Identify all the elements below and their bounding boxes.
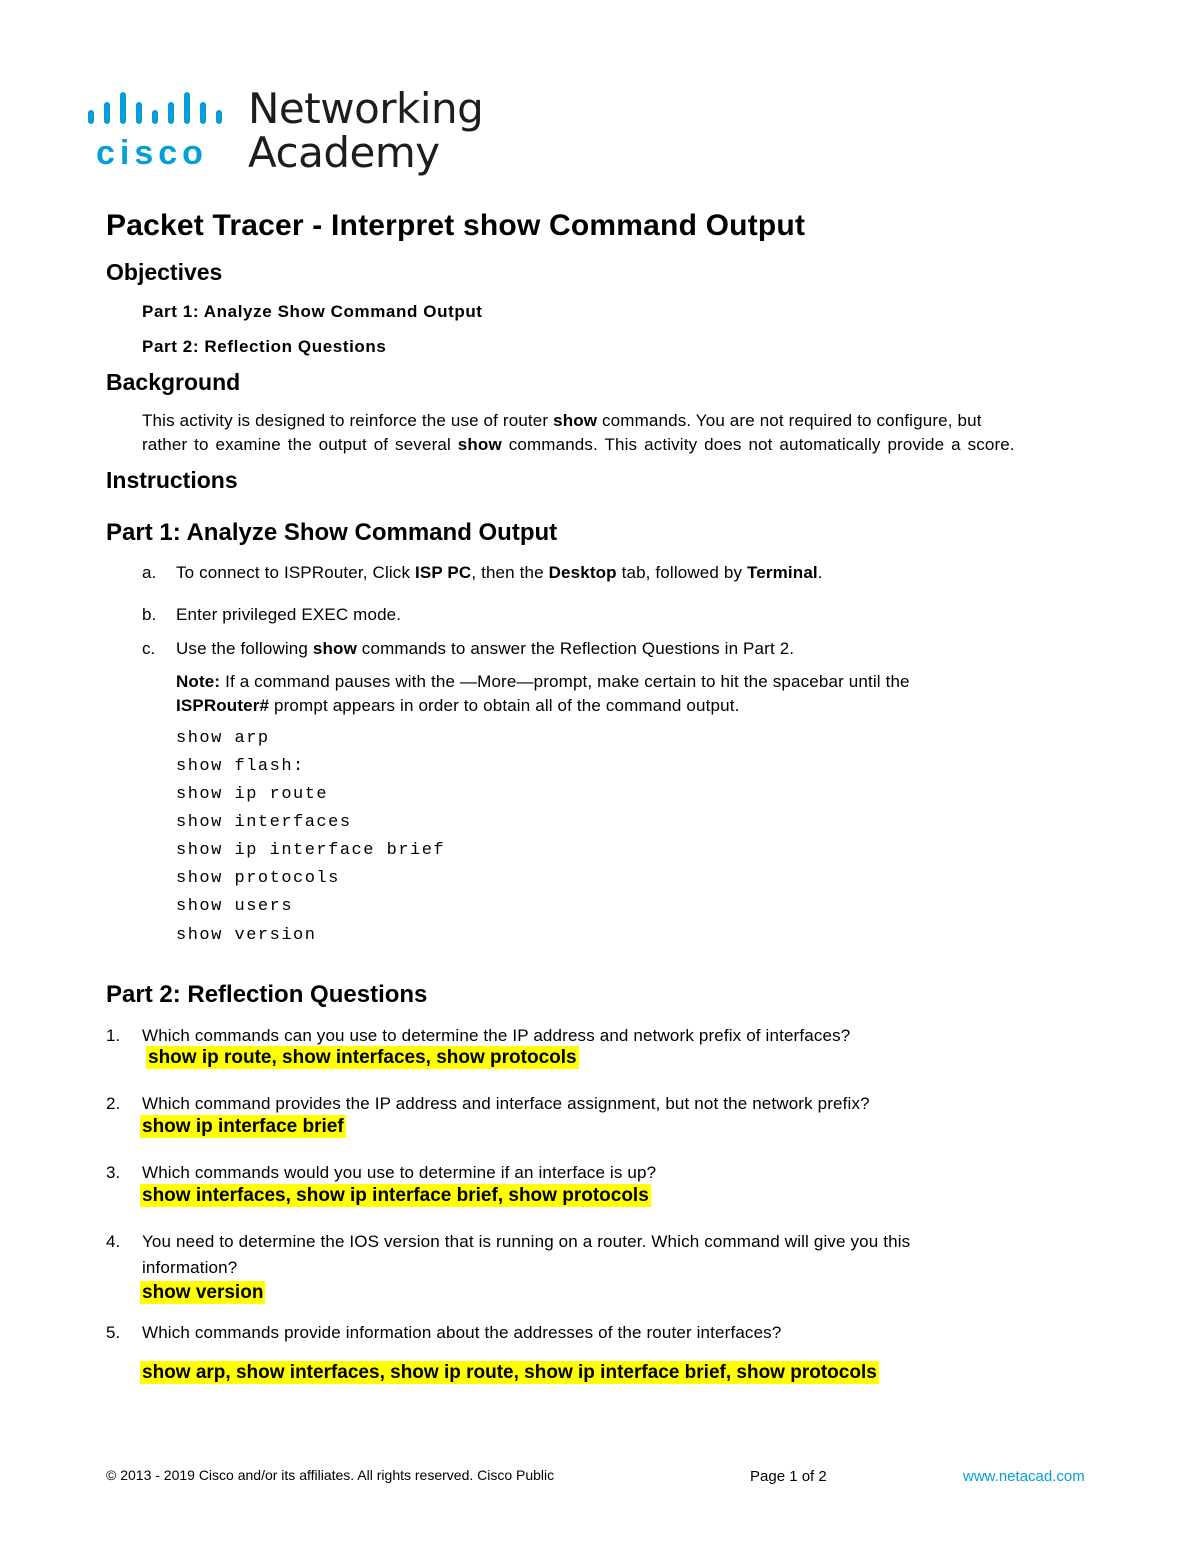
command-show-users: show users <box>176 897 294 916</box>
command-show-protocols: show protocols <box>176 869 340 888</box>
question-1-answer: show ip route, show interfaces, show protocols <box>148 1047 577 1068</box>
background-text: rather to examine the output of several <box>142 435 458 454</box>
note-label: Note: <box>176 672 221 691</box>
logo-networking-text: Networking <box>248 84 484 133</box>
note-line-1 <box>176 670 910 694</box>
step-b-text: Enter privileged EXEC mode. <box>176 605 402 624</box>
question-4-number: 4. <box>106 1232 121 1251</box>
question-3-number: 3. <box>106 1163 121 1182</box>
logo-academy-text: Academy <box>248 128 440 177</box>
note-text: prompt appears in order to obtain all of the command output. <box>269 696 740 715</box>
note-text: If a command pauses with the —More—prompt, make certain to hit the spacebar until the <box>220 672 910 691</box>
cisco-networking-academy-logo <box>86 84 486 178</box>
command-show-version: show version <box>176 926 317 945</box>
step-c-text <box>176 637 794 661</box>
objective-item-1: Part 1: Analyze Show Command Output <box>142 302 483 321</box>
background-paragraph-line-2 <box>142 433 1015 457</box>
objective-item-2: Part 2: Reflection Questions <box>142 337 387 356</box>
question-1-number: 1. <box>106 1026 121 1045</box>
step-text: Use the following <box>176 639 313 658</box>
footer-page-number: Page 1 of 2 <box>750 1468 827 1485</box>
step-text: tab, followed by <box>616 563 747 582</box>
command-show-ip-interface-brief: show ip interface brief <box>176 841 446 860</box>
question-5-number: 5. <box>106 1323 121 1342</box>
objectives-heading: Objectives <box>106 259 223 285</box>
question-2-number: 2. <box>106 1094 121 1113</box>
step-bold: ISP PC <box>414 563 472 582</box>
note-line-2 <box>176 694 739 718</box>
background-paragraph-line-1 <box>142 409 982 433</box>
cisco-wordmark: cisco <box>96 134 208 172</box>
question-1-text: Which commands can you use to determine the IP address and network prefix of interfaces? <box>142 1026 851 1045</box>
question-2-answer: show ip interface brief <box>142 1116 344 1137</box>
footer-copyright: © 2013 - 2019 Cisco and/or its affiliates. All rights reserved. Cisco Public <box>106 1467 555 1483</box>
step-bold: Terminal <box>747 563 818 582</box>
part1-heading: Part 1: Analyze Show Command Output <box>106 519 558 546</box>
step-a-text <box>176 561 823 585</box>
footer-netacad-link[interactable]: www.netacad.com <box>963 1468 1085 1485</box>
step-b-label: b. <box>142 605 157 624</box>
question-4-answer: show version <box>142 1282 264 1303</box>
cisco-bars-icon <box>86 90 236 130</box>
step-a-label: a. <box>142 563 157 582</box>
note-bold-prompt: ISPRouter# <box>176 696 270 715</box>
question-5-text: Which commands provide information about the addresses of the router interfaces? <box>142 1323 782 1342</box>
step-bold: show <box>312 639 357 658</box>
question-4-text: You need to determine the IOS version that is running on a router. Which command will give you this <box>142 1232 911 1251</box>
question-5-answer: show arp, show interfaces, show ip route, show ip interface brief, show protocols <box>142 1362 877 1383</box>
part2-heading: Part 2: Reflection Questions <box>106 981 428 1008</box>
question-3-text: Which commands would you use to determine if an interface is up? <box>142 1163 657 1182</box>
document-title: Packet Tracer - Interpret show Command Output <box>106 209 806 242</box>
step-text: . <box>817 563 823 582</box>
command-show-interfaces: show interfaces <box>176 813 352 832</box>
step-text: , then the <box>471 563 549 582</box>
background-text: commands. This activity does not automatically provide a score. <box>501 435 1015 454</box>
question-4-text-continued: information? <box>142 1258 238 1277</box>
question-3-answer: show interfaces, show ip interface brief, show protocols <box>142 1185 649 1206</box>
command-show-flash: show flash: <box>176 757 305 776</box>
background-text: This activity is designed to reinforce the use of router <box>142 411 554 430</box>
background-heading: Background <box>106 369 241 395</box>
background-bold-show: show <box>553 411 598 430</box>
command-show-ip-route: show ip route <box>176 785 329 804</box>
step-text: To connect to ISPRouter, Click <box>176 563 415 582</box>
question-2-text: Which command provides the IP address and interface assignment, but not the network prefix? <box>142 1094 870 1113</box>
step-c-label: c. <box>142 639 156 658</box>
step-text: commands to answer the Reflection Questions in Part 2. <box>356 639 795 658</box>
instructions-heading: Instructions <box>106 467 238 493</box>
background-text: commands. You are not required to configure, but <box>597 411 982 430</box>
step-bold: Desktop <box>548 563 617 582</box>
command-show-arp: show arp <box>176 729 270 748</box>
background-bold-show: show <box>457 435 502 454</box>
